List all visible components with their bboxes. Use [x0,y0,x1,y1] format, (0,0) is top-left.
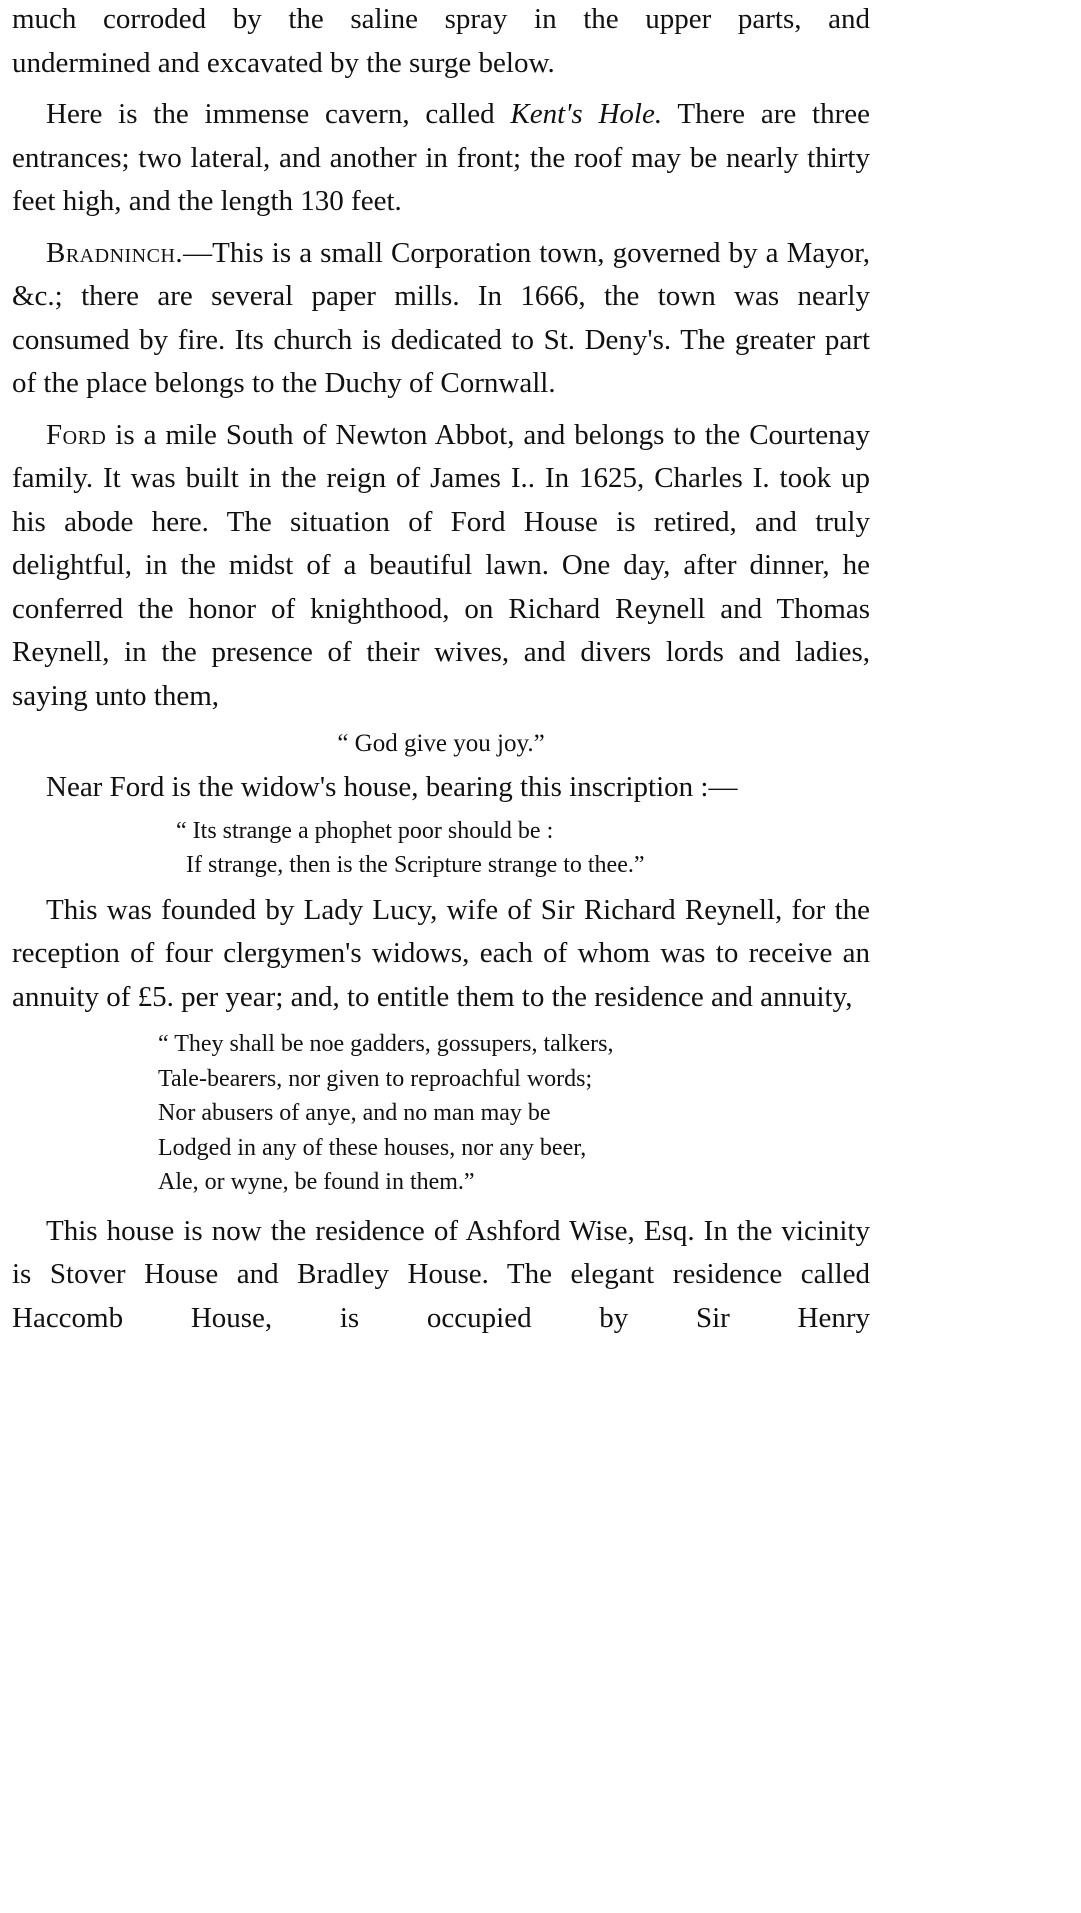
verse-rules-line-3: Nor abusers of anye, and no man may be [158,1100,551,1126]
bradninch-heading: Bradninch. [46,236,184,269]
verse-widow-rules [12,1027,870,1200]
paragraph-widows-house: Near Ford is the widow's house, bearing this inscription :— [46,771,738,803]
paragraph-kents-hole [12,93,870,224]
verse-prophet [12,814,870,883]
paragraph-intro [12,0,870,85]
verse-rules-line-2: Tale-bearers, nor given to reproachful words; [158,1065,593,1092]
book-page [12,0,870,1340]
ford-text: is a mile South of Newton Abbot, and belongs to the Courtenay family. It was built in the reign of James I.. In 1625, Charles I. took up his abode here. The situation of Ford House is retired, and truly delightful, in the midst of a beautiful lawn. One day, after dinner, he conferred the honor of knighthood, on Richard Reynell and Thomas Reynell, in the presence of their wives, and divers lords and ladies, saying unto them, [12,418,870,712]
kents-text-before: Here is the immense cavern, called [46,98,511,130]
paragraph-bradninch [12,232,870,406]
verse-rules-line-5: Ale, or wyne, be found in them.” [158,1169,475,1195]
bradninch-text: —This is a small Corporation town, governed by a Mayor, &c.; there are several paper mills. In 1666, the town was nearly consumed by fire. Its church is dedicated to St. Deny's. The greater part of the place belongs to the Duchy of Cornwall. [12,236,870,399]
intro-line-1: much corroded by the saline spray in the upper parts, and [12,3,870,35]
paragraph-ashford-wise: This house is now the residence of Ashford Wise, Esq. In the vicinity is Stover House and Bradley House. The elegant residence called Haccomb House, is occupied by Sir Henry [12,1214,870,1334]
kents-hole-name: Kent's Hole. [510,98,663,130]
paragraph-ford [12,414,870,719]
verse-rules-line-1: “ They shall be noe gadders, gossupers, talkers, [158,1031,614,1057]
verse-prophet-line-2: If strange, then is the Scripture strange to thee.” [186,852,645,878]
quote-god-give-you-joy: “ God give you joy.” [337,730,545,757]
paragraph-lady-lucy: This was founded by Lady Lucy, wife of Sir Richard Reynell, for the reception of four clergymen's widows, each of whom was to receive an annuity of £5. per year; and, to entitle them to the residence and annuity, [12,893,870,1013]
verse-prophet-line-1: “ Its strange a phophet poor should be : [176,817,554,844]
ford-heading: Ford [46,418,107,451]
intro-line-2: undermined and excavated by the surge below. [12,46,555,79]
kents-text-after: There are three entrances; two lateral, and another in front; the roof may be nearly thirty feet high, and the length 130 feet. [12,98,870,217]
verse-rules-line-4: Lodged in any of these houses, nor any beer, [158,1134,587,1161]
